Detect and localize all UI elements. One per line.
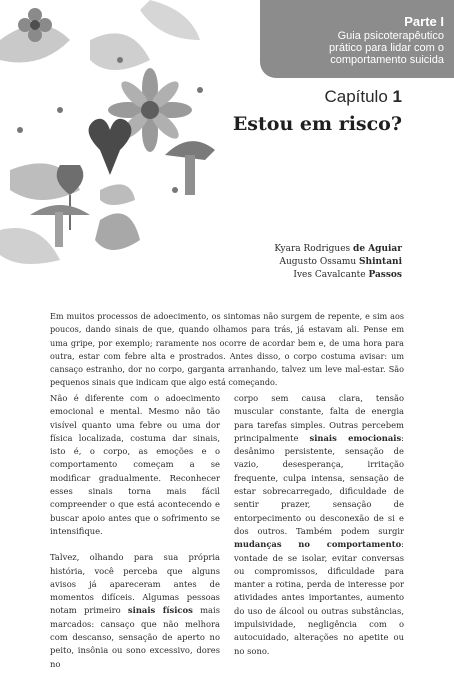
- chapter-number: 1: [392, 87, 402, 106]
- text-run: mais marcados: cansaço que não melhora com descanso, sensação de aperto no peito, insônia ou sono excessivo, dores no: [50, 605, 220, 669]
- text-run: : vontade de se isolar, evitar conversas ou compromissos, dificuldade para manter a rotina, perda de interesse por atividades antes importantes, aumento do uso de álcool ou outras substâncias, impulsividade, negligência com o autocuidado, alterações no apetite ou no sono.: [234, 539, 404, 656]
- part-header: [260, 0, 454, 78]
- right-column: [234, 392, 404, 671]
- body-paragraph: [50, 551, 220, 671]
- author: [274, 256, 402, 269]
- text-run: corpo sem causa clara, tensão muscular constante, falta de energia para tarefas simples. Outras percebem principalmente: [234, 393, 404, 443]
- body-paragraph: Não é diferente com o adoecimento emocional e mental. Mesmo não tão visível quanto uma febre ou uma dor física localizada, costuma dar sinais, isto é, o corpo, as emoções e o comportamento começam a se modificar gradualmente. Reconhecer esses sinais torna mais fácil compreender o que está acontecendo e buscar apoio antes que o sofrimento se intensifique.: [50, 393, 220, 536]
- botanical-illustration: [0, 0, 260, 300]
- author: [274, 269, 402, 282]
- chapter-title: Estou em risco?: [232, 113, 402, 135]
- highlight-emotional-signs: sinais emocionais: [309, 432, 402, 443]
- highlight-behavior-changes: mudanças no comportamento: [234, 539, 402, 550]
- author-list: [274, 243, 402, 282]
- author-surname: de Aguiar: [353, 244, 402, 254]
- highlight-physical-signs: sinais físicos: [127, 605, 193, 616]
- author-given-name: Ives Cavalcante: [293, 270, 366, 280]
- part-label: Parte I: [404, 14, 444, 29]
- chapter-word: Capítulo: [324, 87, 388, 106]
- intro-paragraph: Em muitos processos de adoecimento, os sintomas não surgem de repente, e sim aos poucos, dando sinais de que, quando olhamos para trás, já estavam ali. Pense em uma gripe, por exemplo; raramente nos ocorre de acordar bem e, de uma hora para outra, estar com febre alta e prostrados. Antes disso, o corpo costuma avisar: um cansaço estranho, dor no corpo, garganta arranhando, talvez um leve mal-estar. São pequenos sinais que indicam que algo está começando.: [50, 311, 404, 388]
- author-given-name: Kyara Rodrigues: [274, 244, 351, 254]
- left-column: [50, 392, 220, 684]
- chapter-label: [324, 87, 402, 107]
- part-subtitle-line: prático para lidar com o: [329, 42, 444, 54]
- author-surname: Passos: [368, 270, 402, 280]
- body-paragraph: [234, 392, 404, 658]
- text-run: : desânimo persistente, sensação de vazio, desesperança, irritação frequente, culpa intensa, sensação de estar sobrecarregado, dificuldade de sentir prazer, sensação de entorpecimento ou desconexão de si e dos outros. Também podem surgir: [234, 432, 404, 536]
- part-subtitle-line: Guia psicoterapêutico: [337, 30, 444, 42]
- text-run: Talvez, olhando para sua própria história, você perceba que alguns avisos já apareceram antes de momentos difíceis. Algumas pessoas notam primeiro: [50, 552, 220, 616]
- author: [274, 243, 402, 256]
- author-surname: Shintani: [359, 257, 402, 267]
- author-given-name: Augusto Ossamu: [279, 257, 357, 267]
- part-subtitle-line: comportamento suicida: [330, 54, 444, 66]
